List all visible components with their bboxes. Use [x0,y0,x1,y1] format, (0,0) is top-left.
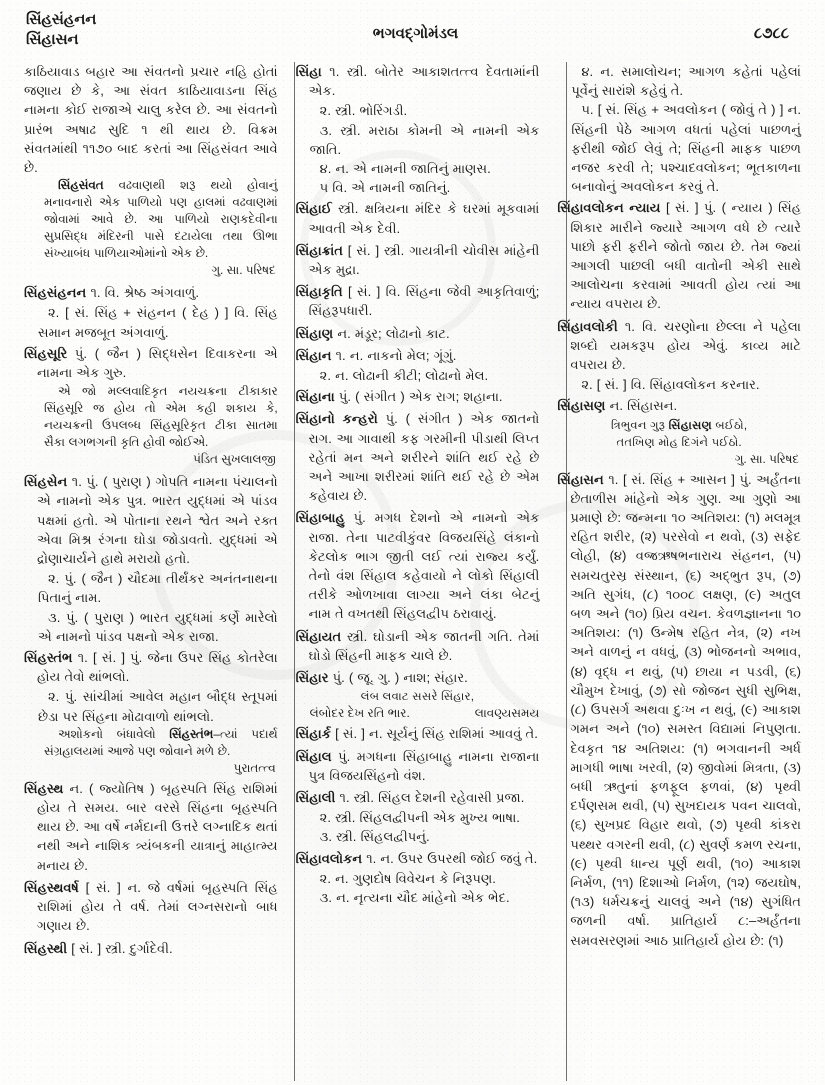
entry-headword: સિંહાલ [295,748,332,764]
continuation-sense-line: ૫. [ સં. સિંહ + અવલોકન ( જોવું તે ) ] ન. સિંહની પેઠે આગળ વધતાં પહેલાં પાછળનું ફરીથી જોઈ લેવું તે; સિંહની માફક પાછળ નજર કરવી તે; પશ્ચાદવલોકન; ભૂતકાળના બનાવોનું અવલોકન કરવું તે. [571,102,801,195]
entry-headword: સિંહાન [295,347,332,363]
dictionary-entry [557,317,801,375]
entry-headword: સિંહસંહનન [24,285,87,301]
entry-headword: સિંહાસણ [557,398,606,414]
entry-sense: પું. ( જૈન ) સિદ્ધસેન દિવાકરના એ નામના એક ગુરુ. [37,345,278,381]
dictionary-entry [296,724,540,743]
book-title: ભગવદ્ગોમંડલ [372,25,459,42]
quotation-headword: સિંહસંવત [58,178,104,193]
dictionary-entry [296,346,540,365]
dictionary-entry [24,283,278,302]
page-number: ૮૭૮૮ [753,25,789,42]
dictionary-entry [296,324,540,343]
column-3 [547,62,809,1081]
entry-sense: [ સં. ] ન. જે વર્ષમાં બૃહસ્પતિ સિંહ રાશિમાં હોય તે વર્ષ. તેમાં લગ્નસરાનો બાધ ગણાય છે. [37,879,278,934]
entry-sense: ૧. ન. નાકનો મેલ; ગૂંગું. [335,347,457,363]
entry-sense: [ સં. ] સ્ત્રી. દુર્ગાદેવી. [71,940,173,956]
entry-sense: [ સં. ] વિ. સિંહના જેવી આકૃતિવાળું; સિંહરૂપધારી. [308,284,540,319]
entry-sense-line: ૨. સ્ત્રી. ભોરિંગડી. [319,103,408,119]
entry-headword: સિંહસ્થવર્ષ [24,879,79,895]
running-head-last-entry: સિંહાસન [26,31,79,48]
dictionary-entry [557,396,801,415]
entry-sense: ૧. વિ. ચરણોના છેલ્લા ને પહેલા શબ્દો યમકરૂપ હોય એવું. કાવ્ય માટે વપરાય છે. [570,318,801,373]
verse-lead: ત્રિભુવન ગુરૂ [611,418,669,432]
entry-sense: [ સં. ] ન. સૂર્યનું સિંહ રાશિમાં આવવું તે. [335,726,538,742]
entry-headword: સિંહાબાહુ [295,510,345,526]
dictionary-entry [296,627,540,665]
column-1 [24,62,286,1081]
entry-headword: સિંહાઈ [295,201,332,217]
entry-sense-line: ૨. પું. સાંચીમાં આવેલ મહાન બૌદ્ધ સ્તૂપમાં છેડા પર સિંહના મોઢાવાળો થાંભલો. [38,689,278,724]
entry-sense: પું. મગધના સિંહાબાહુ નામના રાજાના પુત્ર વિજયસિંહનો વંશ. [308,748,540,783]
entry-headword: સિંહાયત [295,628,342,644]
dictionary-entry [24,779,278,875]
dictionary-entry [296,508,540,623]
entry-headword: સિંહાર્ક [295,726,331,742]
verse-quotation-line: લંબ લવાટ સસરે સિંહાર, [360,690,475,704]
entry-sense: ન. મંડૂર; લોઢાનો કાટ. [337,325,450,341]
entry-sense: સ્ત્રી. ક્ષત્રિયના મંદિર કે ઘરમાં મૂકવામાં આવતી એક દેવી. [308,201,540,236]
entry-sense-line: ૩. ન. નૃત્યના ચૌદ માંહેનો એક ભેદ. [319,889,510,905]
entry-sense-line: ૫ વિ. એ નામની જાતિનું. [319,180,451,196]
dictionary-entry [296,849,540,868]
entry-headword: સિંહાર [295,670,329,686]
dictionary-entry [24,878,278,936]
entry-headword: સિંહા [295,64,322,79]
entry-sense-line: ૨. પું. ( જૈન ) ચૌદમા તીર્થંકર અનંતનાથના પિતાનું નામ. [38,571,278,606]
entry-headword: સિંહાવલોકન ન્યાય [557,200,661,216]
entry-headword: સિંહાક્રાંત [295,242,343,258]
entry-sense: ન. ( જ્યોતિષ ) બૃહસ્પતિ સિંહ રાશિમાં હોય તે સમય. બાર વરસે સિંહના બૃહસ્પતિ થાય છે. આ વર્ષે નર્મદાની ઉત્તરે લગ્નાદિક થતાં નથી અને નાશિક ત્ર્યંબકની યાત્રાનું માહાત્મ્ય મનાય છે. [37,780,278,873]
dictionary-entry [296,668,540,687]
verse-quotation-line: તતખિણ મોહ દિગંને પઈઠો. [616,435,742,449]
verse-tail: બઈઠો, [711,418,748,432]
entry-sense: ૧. [ સં. ] પું. જેના ઉપર સિંહ કોતરેલા હોય તેવો થાંભલો. [37,650,278,685]
entry-headword: સિંહાણ [295,325,334,341]
dictionary-entry [296,62,540,100]
citation-source: લાવણ્યસમય [474,706,540,721]
entry-sense: [ સં. ] પું. ( ન્યાય ) સિંહ શિકાર મારીને જ્યારે આગળ વધે છે ત્યારે પાછો ફરી ફરીને જોતો જાય છે. તેમ જ્યાં આગલી પાછલી બધી વાતોની એકી સાથે આલોચના કરવામાં આવતી હોય ત્યાં આ ન્યાય વપરાય છે. [570,200,802,312]
entry-sense: ૧. સ્ત્રી. સિંહલ દેશની રહેવાસી પ્રજા. [339,789,525,805]
entry-headword: સિંહસ્થી [24,940,68,956]
dictionary-entry [24,472,278,568]
dictionary-entry [557,198,801,313]
dictionary-entry [24,344,278,382]
entry-sense: ૧. [ સં. સિંહ + આસન ] પું. અર્હંતના છેતાળીસ માંહેનો એક ગુણ. આ ગુણો આ પ્રમાણે છે: જન્મના ૧૦ અતિશય: (૧) મલમૂત્ર રહિત શરીર, (૨) પરસેવો ન થવો, (૩) સફેદ લોહી, (૪) વજ્રઋષભનારાચ સંહનન, (૫) સમચતુરસ્ર સંસ્થાન, (૬) અદ્ભુત રૂપ, (૭) અતિ સુગંધ, (૮) ૧૦૦૮ લક્ષણ, (૯) અતુલ બળ અને (૧૦) પ્રિય વચન. કેવળજ્ઞાનના ૧૦ અતિશય: (૧) ઉન્મેષ રહિત નેત્ર, (૨) નખ અને વાળનું ન વધવું, (૩) ભોજનનો અભાવ, (૪) વૃદ્ધ ન થવું, (૫) છાયા ન પડવી, (૬) ચૌમુખ દેખાવું, (૭) સો જોજન સુધી સુભિક્ષ, (૮) ઉપસર્ગ અથવા દુઃખ ન થવું, (૯) આકાશ ગમન અને (૧૦) સમસ્ત વિદ્યામાં નિપુણતા. દેવકૃત ૧૪ અતિશય: (૧) ભગવાનની અર્ધ માગધી ભાષા ખરવી, (૨) જીવોમાં મિત્રતા, (૩) બધી ઋતુનાં ફળફૂલ ફળવાં, (૪) પૃથ્વી દર્પણસમ થવી, (૫) સુખદાયક પવન ચાલવો, (૬) સુખપ્રદ વિહાર થવો, (૭) પૃથ્વી કાંકરા પથ્થર વગરની થવી, (૮) સુવર્ણ કમળ રચના, (૯) પૃથ્વી ધાન્ય પૂર્ણ થવી, (૧૦) આકાશ નિર્મળ, (૧૧) દિશાઓ નિર્મળ, (૧૨) જયઘોષ, (૧૩) ધર્મચક્રનું ચાલવું અને (૧૪) સુગંધિત જળની વર્ષા. પ્રાતિહાર્ય ૮:–અર્હંતના સમવસરણમાં આઠ પ્રાતિહાર્ય હોય છે: (૧) [570,471,801,948]
entry-note [24,726,278,760]
dictionary-entry [296,747,540,785]
note-text: –ત્યાં પદાર્થ સંગ્રહાલયમાં આજે પણ જોવાને મળે છે. [44,726,278,758]
dictionary-entry [296,241,540,279]
entry-headword: સિંહસેન [24,474,68,490]
dictionary-entry [24,939,278,958]
verse-headword: સિંહાસણ [668,418,712,432]
entry-sense: ન. સિંહાસન. [609,398,678,414]
column-2 [286,62,548,1081]
citation-source: પંડિત સુખલાલજી [193,452,276,467]
entry-sense: ૧. વિ. શ્રેષ્ઠ અંગવાળું. [90,285,200,301]
entry-headword: સિંહાના [295,389,335,405]
citation-source: પુરાતત્ત્વ [233,760,276,775]
verse-quotation-line [557,417,801,434]
citation-source: ગુ. સા. પરિષદ [734,451,799,466]
dictionary-entry [296,199,540,237]
entry-sense-line: ૨. સ્ત્રી. સિંહલદ્વીપની એક મુખ્ય ભાષા. [319,810,520,826]
entry-headword: સિંહાવલોકી [557,318,618,334]
entry-sense-line: ૩. પું. ( પુરાણ ) ભારત યુદ્ધમાં કર્ણે મારેલો એ નામનો પાંડવ પક્ષનો એક રાજા. [38,609,278,644]
entry-headword: સિંહાસન [557,471,604,487]
note-lead: અશોકનો બંધાવેલો [58,726,170,741]
entry-sense: સ્ત્રી. ઘોડાની એક જાતની ગતિ. તેમાં ઘોડો સિંહની માફક ચાલે છે. [308,628,540,663]
verse-quotation-with-source [296,705,540,722]
dictionary-entry [296,788,540,807]
dictionary-entry [296,282,540,320]
entry-sense-line: ૩. સ્ત્રી. સિંહલદ્વીપનું. [319,829,430,845]
entry-sense-line: ૨. ન. ગુણદોષ વિવેચન કે નિરૂપણ. [319,870,496,886]
dictionary-entry [296,409,540,505]
entry-note: એ જો મલ્લવાદિકૃત નયચક્રના ટીકાકાર સિંહસૂરિ જ હોય તો એમ કહી શકાય કે, નયચક્રની ઉપલબ્ધ સિંહસૂરિકૃત ટીકા સાતમા સૈકા લગભગની કૃતિ હોવી જોઈએ. [44,384,278,450]
entry-sense-line: ૪. ન. એ નામની જાતિનું માણસ. [319,161,491,177]
note-headword: સિંહસ્તંભ [169,726,214,741]
entry-sense: પું. ( જૂ. ગુ. ) નાશ; સંહાર. [332,670,468,686]
entry-sense: ૧. ન. ઉપર ઉપરથી જોઈ જવું તે. [366,850,538,866]
citation-source: ગુ. સા. પરિષદ [211,263,276,278]
entry-headword: સિંહાવલોકન [295,850,363,866]
entry-headword: સિંહાકૃતિ [295,284,343,300]
entry-sense-line: ૨. [ સં. ] વિ. સિંહાવલોકન કરનાર. [581,377,760,393]
dictionary-entry [24,648,278,686]
entry-headword: સિંહસ્તંભ [24,650,73,666]
entry-sense-line: ૨. ન. લોઢાની કીટી; લોઢાનો મેલ. [319,368,489,384]
entry-headword: સિંહસ્થ [24,780,64,796]
page-header [26,10,805,58]
entry-sense: પું. ( સંગીત ) એક જાતનો રાગ. આ ગાવાથી કફ ગરમીની પીડાથી લિપ્ત રહેતાં મન અને શરીરને શાંતિ થઈ રહે છે અને આખા શરીરમાં શાંતિ થઈ રહે છે એમ કહેવાય છે. [308,411,540,504]
entry-headword: સિંહાનો કન્હરો [295,411,378,427]
entry-headword: સિંહાલી [295,789,336,805]
entry-headword: સિંહસૂરિ [24,345,68,361]
continuation-sense-line: ૪. ન. સમાલોચન; આગળ કહેતાં પહેલાં પૂર્વેનું સારાંશે કહેવું તે. [571,64,801,99]
running-head-first-entry: સિંહસંહનન [26,11,97,28]
continuation-quotation [24,177,278,262]
entry-sense-line: ૨. [ સં. સિંહ + સંહનન ( દેહ ) ] વિ. સિંહ સમાન મજબૂત અંગવાળું. [38,305,278,340]
dictionary-entry [296,387,540,406]
verse-quotation-line: લંબોદર દેખ રતિ ભાર. [309,706,410,721]
continuation-paragraph: કાઠિયાવાડ બહાર આ સંવતનો પ્રચાર નહિ હોતાં જણાય છે કે, આ સંવત કાઠિયાવાડના સિંહ નામના કોઈ રાજાએ ચાલુ કરેલ છે. આ સંવતનો પ્રારંભ અષાઢ સુદિ ૧ થી થાય છે. વિક્રમ સંવતમાંથી ૧૧૭૦ બાદ કરતાં આ સિંહસંવત આવે છે. [24,64,278,176]
entry-sense: [ સં. ] સ્ત્રી. ગાયત્રીની ચોવીસ માંહેની એક મુદ્રા. [308,242,540,278]
quotation-text: વઢવાણથી શરૂ થયો હોવાનું મનાવનારો એક પાળિયો પણ હાલમાં વઢવાણમાં જોવામાં આવે છે. આ પાળિયો રાણકદેવીના સુપ્રસિદ્ધ મંદિરની પાસે દટાયેલા તથા ઊભા સંખ્યાબંધ પાળિયાઓમાંનો એક છે. [44,178,278,261]
entry-sense: ૧. સ્ત્રી. બોતેર આકાશતત્ત્વ દેવતામાંની એક. [308,64,540,99]
dictionary-entry [557,470,801,950]
entry-sense: પું. ( સંગીત ) એક રાગ; શહાના. [338,389,503,405]
entry-sense-line: ૩. સ્ત્રી. મરાઠા કોમની એ નામની એક જાતિ. [309,122,540,157]
entry-sense: ૧. પું. ( પુરાણ ) ગોપતિ નામના પંચાલનો એ નામનો એક પુત્ર. ભારત યુદ્ધમાં એ પાંડવ પક્ષમાં હતો. એ પોતાના રથને શ્વેત અને રક્ત એવા મિશ્ર રંગના ઘોડા જોડાવતો. યુદ્ધમાં એ દ્રોણાચાર્યને હાથે મરાયો હતો. [37,474,278,567]
entry-sense: પું. મગધ દેશનો એ નામનો એક રાજા. તેના પાટવીકુંવર વિજયસિંહે લંકાનો કેટલોક ભાગ જીતી લઈ ત્યાં રાજ્ય કર્યું. તેનો વંશ સિંહાલ કહેવાયો ને લોકો સિંહાલી તરીકે ઓળખાવા લાગ્યા અને લંકા બેટનું નામ તે વખતથી સિંહલદ્વીપ ઠરાવાયું. [308,510,540,622]
three-column-body [24,62,809,1081]
